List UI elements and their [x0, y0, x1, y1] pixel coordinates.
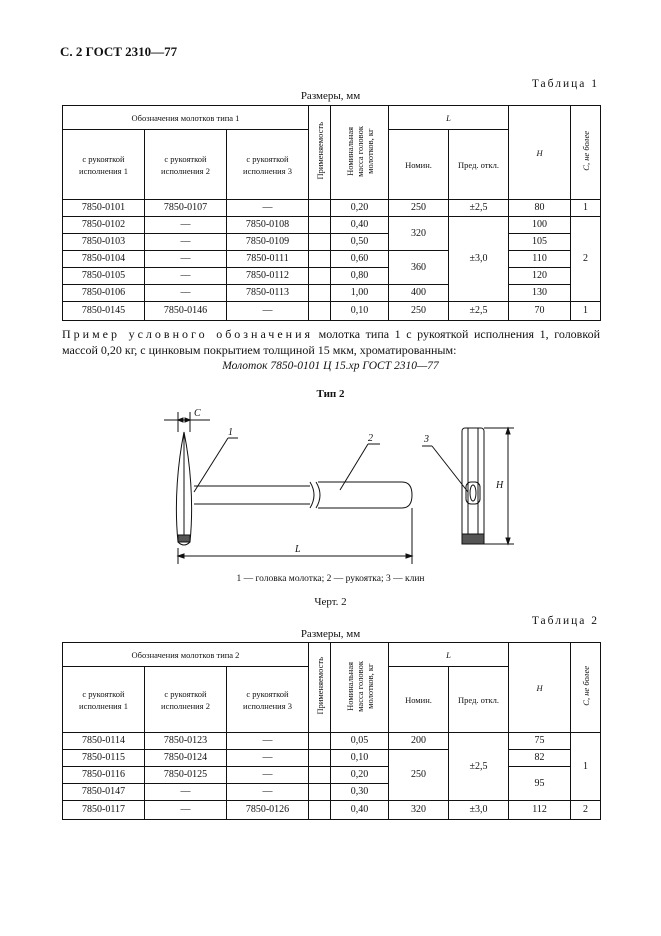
table-row — [63, 750, 601, 767]
table-row — [63, 200, 601, 217]
cell: 7850-0125 — [145, 767, 227, 784]
table2-L-header: L — [389, 643, 509, 667]
cell: 7850-0117 — [63, 801, 145, 820]
cell: 320 — [389, 217, 449, 251]
cell: 110 — [509, 251, 571, 268]
cell: 0,80 — [331, 268, 389, 285]
drawing-caption: Черт. 2 — [314, 596, 347, 608]
cell: 1 — [571, 733, 601, 801]
cell: 0,20 — [331, 200, 389, 217]
table1-nom-header: Номин. — [389, 130, 449, 200]
table1-mass-header: Номинальная масса головок молотков, кг — [331, 106, 389, 200]
cell: 360 — [389, 251, 449, 285]
table2-units: Размеры, мм — [300, 628, 361, 640]
cell: 1 — [571, 302, 601, 321]
cell: 1 — [571, 200, 601, 217]
cell: 0,10 — [331, 302, 389, 321]
cell: 130 — [509, 285, 571, 302]
cell: 1,00 — [331, 285, 389, 302]
table-row — [63, 234, 601, 251]
cell: 2 — [571, 801, 601, 820]
table2-mass-header: Номинальная масса головок молотков, кг — [331, 643, 389, 733]
table1-C-header: C, не более — [571, 106, 601, 200]
cell: 0,50 — [331, 234, 389, 251]
drawing-title: Тип 2 — [316, 388, 345, 400]
table2-nom-header: Номин. — [389, 667, 449, 733]
cell: 320 — [389, 801, 449, 820]
table2-C-header: C, не более — [571, 643, 601, 733]
cell: 2 — [571, 217, 601, 302]
table2-applicability-header: Применяемость — [309, 643, 331, 733]
cell: 7850-0147 — [63, 784, 145, 801]
cell: 7850-0123 — [145, 733, 227, 750]
cell: 7850-0103 — [63, 234, 145, 251]
cell: 7850-0111 — [227, 251, 309, 268]
cell — [309, 200, 331, 217]
table1-units: Размеры, мм — [300, 90, 361, 102]
cell: 112 — [509, 801, 571, 820]
table2-H-header: H — [509, 643, 571, 733]
cell: 250 — [389, 302, 449, 321]
cell: ±2,5 — [449, 733, 509, 801]
cell: 120 — [509, 268, 571, 285]
cell: ±3,0 — [449, 217, 509, 302]
cell: 0,30 — [331, 784, 389, 801]
table1-applicability-header: Применяемость — [309, 106, 331, 200]
cell: — — [145, 217, 227, 234]
cell — [309, 251, 331, 268]
table-row — [63, 251, 601, 268]
cell: — — [145, 784, 227, 801]
cell — [309, 268, 331, 285]
cell — [309, 801, 331, 820]
cell: 7850-0104 — [63, 251, 145, 268]
table1-col1-header: с рукояткой исполнения 1 — [63, 130, 145, 200]
table1-H-header: H — [509, 106, 571, 200]
cell: 7850-0114 — [63, 733, 145, 750]
table-row — [63, 733, 601, 750]
cell: — — [145, 251, 227, 268]
cell: 95 — [509, 767, 571, 801]
cell: — — [227, 784, 309, 801]
cell — [309, 285, 331, 302]
table-row — [63, 285, 601, 302]
cell: 0,20 — [331, 767, 389, 784]
cell: — — [227, 302, 309, 321]
cell: 250 — [389, 200, 449, 217]
cell: — — [227, 750, 309, 767]
cell: 0,40 — [331, 217, 389, 234]
hammer-drawing — [150, 402, 520, 568]
cell: 400 — [389, 285, 449, 302]
cell: 7850-0124 — [145, 750, 227, 767]
example-text: молотка типа 1 с рукояткой исполнения 1, головкой массой 0,20 кг, с цинковым покрытием толщиной 15 мкм, хроматированным: — [62, 327, 600, 357]
cell: 7850-0102 — [63, 217, 145, 234]
table1-L-header: L — [389, 106, 509, 130]
cell — [309, 302, 331, 321]
table2 — [62, 642, 601, 820]
cell: 250 — [389, 750, 449, 801]
table2-dev-header: Пред. откл. — [449, 667, 509, 733]
cell: 0,05 — [331, 733, 389, 750]
drawing-label-1: 1 — [228, 427, 233, 438]
cell: 0,10 — [331, 750, 389, 767]
cell: — — [145, 234, 227, 251]
cell: 7850-0107 — [145, 200, 227, 217]
cell: 105 — [509, 234, 571, 251]
cell: 200 — [389, 733, 449, 750]
cell: — — [227, 733, 309, 750]
cell: 7850-0113 — [227, 285, 309, 302]
cell — [309, 234, 331, 251]
cell: 75 — [509, 733, 571, 750]
table1-dev-header: Пред. откл. — [449, 130, 509, 200]
table1-col2-header: с рукояткой исполнения 2 — [145, 130, 227, 200]
table2-caption: Таблица 2 — [531, 615, 599, 627]
table1 — [62, 105, 601, 321]
example-code: Молоток 7850-0101 Ц 15.хр ГОСТ 2310—77 — [222, 360, 439, 372]
cell: 7850-0105 — [63, 268, 145, 285]
cell — [309, 784, 331, 801]
cell: 7850-0112 — [227, 268, 309, 285]
table-row — [63, 268, 601, 285]
cell: ±2,5 — [449, 302, 509, 321]
cell: ±3,0 — [449, 801, 509, 820]
cell: 70 — [509, 302, 571, 321]
table-row — [63, 801, 601, 820]
cell: — — [227, 200, 309, 217]
cell: 7850-0115 — [63, 750, 145, 767]
table2-col2-header: с рукояткой исполнения 2 — [145, 667, 227, 733]
drawing-label-2: 2 — [368, 433, 373, 444]
cell: 7850-0108 — [227, 217, 309, 234]
table2-col1-header: с рукояткой исполнения 1 — [63, 667, 145, 733]
example-lead: Пример условного обозначения — [62, 327, 314, 341]
cell — [309, 750, 331, 767]
cell — [309, 217, 331, 234]
drawing-label-H: H — [496, 480, 504, 491]
table-row — [63, 767, 601, 784]
table-row — [63, 217, 601, 234]
table2-group-header: Обозначения молотков типа 2 — [63, 643, 309, 667]
cell: 0,40 — [331, 801, 389, 820]
cell: ±2,5 — [449, 200, 509, 217]
table1-group-header: Обозначения молотков типа 1 — [63, 106, 309, 130]
cell: 7850-0106 — [63, 285, 145, 302]
cell: — — [145, 268, 227, 285]
cell: 80 — [509, 200, 571, 217]
cell: 82 — [509, 750, 571, 767]
cell: 7850-0146 — [145, 302, 227, 321]
cell: 7850-0109 — [227, 234, 309, 251]
drawing-label-c: C — [194, 408, 201, 419]
table1-col3-header: с рукояткой исполнения 3 — [227, 130, 309, 200]
cell: — — [145, 801, 227, 820]
cell: 7850-0101 — [63, 200, 145, 217]
cell: — — [227, 767, 309, 784]
cell: 100 — [509, 217, 571, 234]
cell: — — [145, 285, 227, 302]
cell: 7850-0126 — [227, 801, 309, 820]
page-header: С. 2 ГОСТ 2310—77 — [60, 44, 178, 59]
cell: 0,60 — [331, 251, 389, 268]
drawing-label-L: L — [295, 544, 301, 555]
table1-caption: Таблица 1 — [531, 78, 599, 90]
drawing-label-3: 3 — [424, 434, 429, 445]
cell: 7850-0116 — [63, 767, 145, 784]
designation-example — [62, 326, 600, 358]
table-row — [63, 302, 601, 321]
cell: 7850-0145 — [63, 302, 145, 321]
cell — [309, 767, 331, 784]
drawing-legend: 1 — головка молотка; 2 — рукоятка; 3 — клин — [236, 574, 425, 584]
cell — [309, 733, 331, 750]
table2-col3-header: с рукояткой исполнения 3 — [227, 667, 309, 733]
